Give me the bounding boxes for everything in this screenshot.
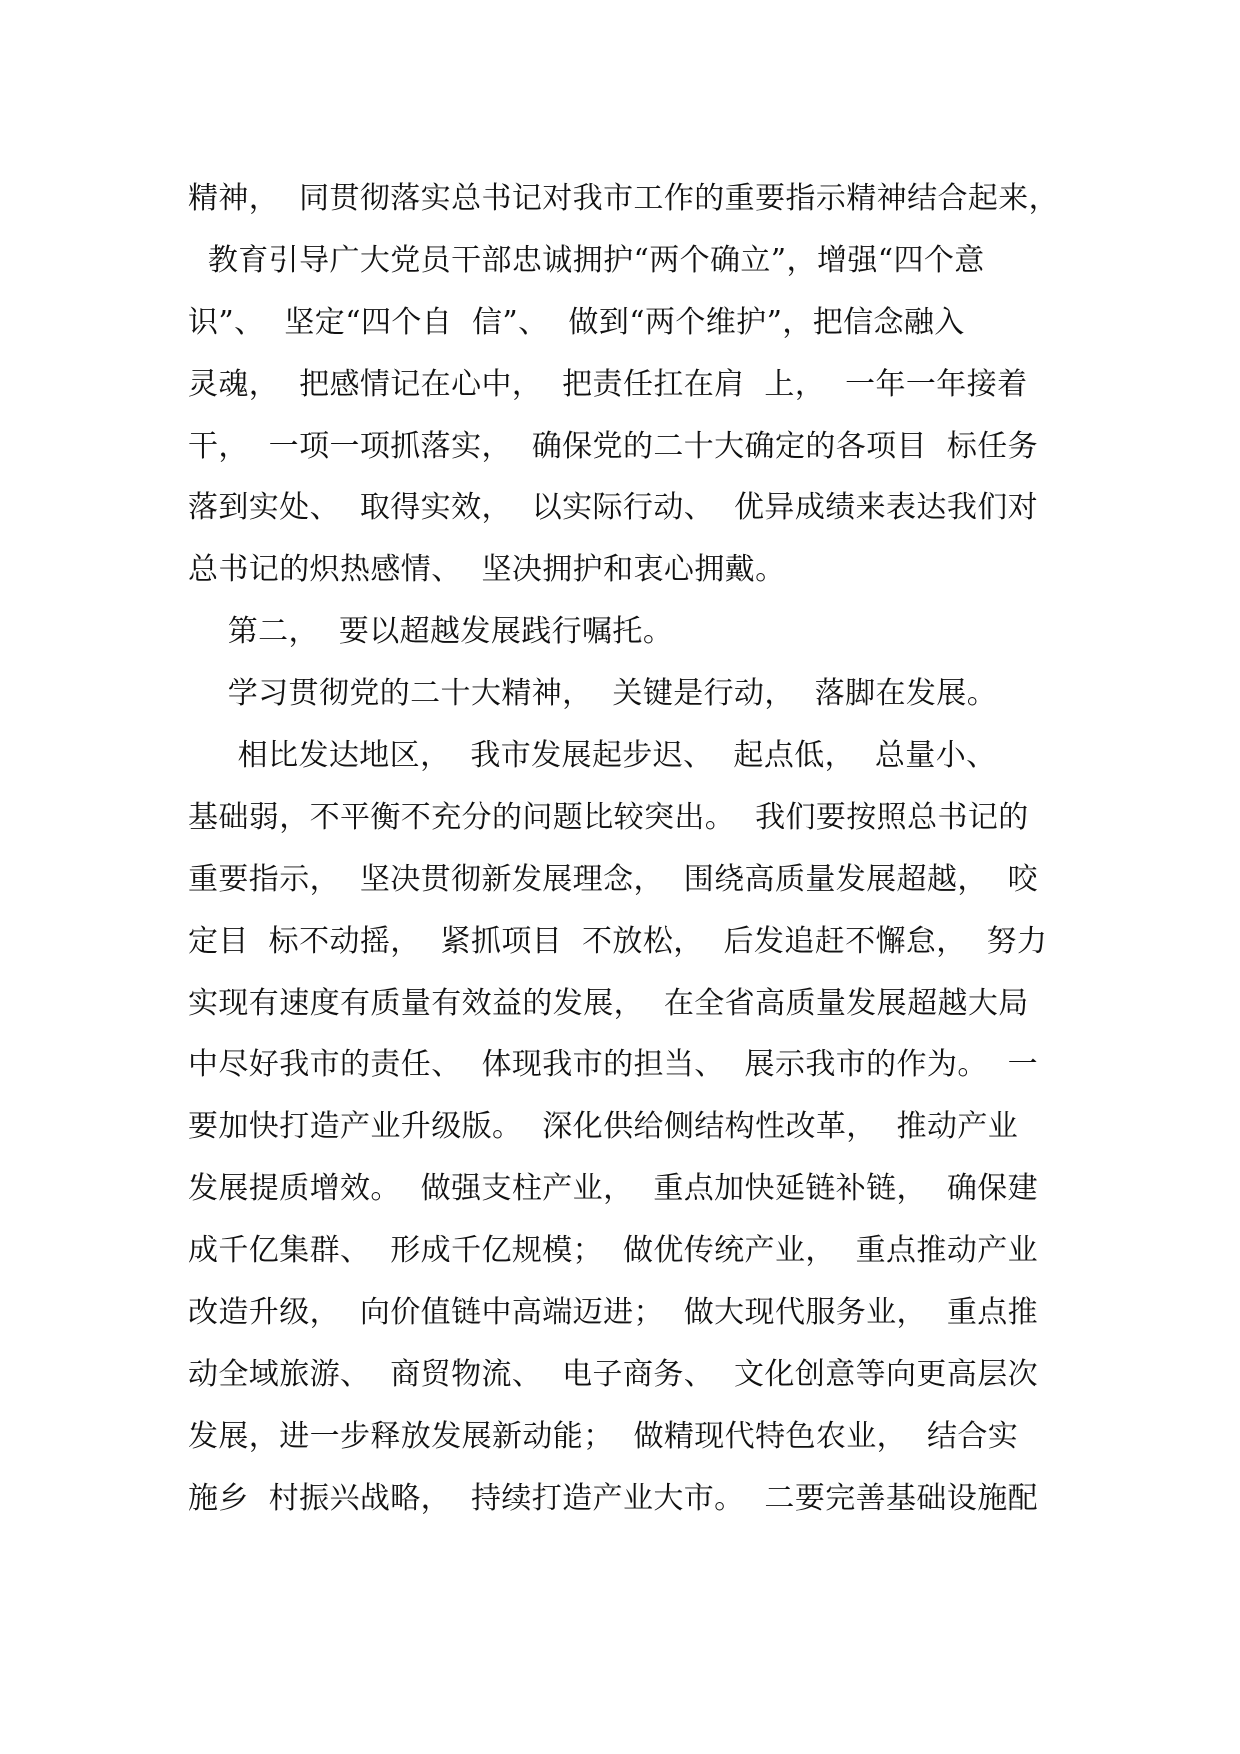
text-line: 改造升级， 向价值链中高端迈进； 做大现代服务业， 重点推 — [188, 1295, 1039, 1331]
text-line: 灵魂， 把感情记在心中， 把责任扛在肩 上， 一年一年接着 — [188, 366, 1028, 402]
text-line: 精神， 同贯彻落实总书记对我市工作的重要指示精神结合起来， — [188, 181, 1060, 216]
text-line: 干， 一项一项抓落实， 确保党的二十大确定的各项目 标任务 — [188, 428, 1039, 464]
text-line: 施乡 村振兴战略， 持续打造产业大市。 二要完善基础设施配 — [188, 1480, 1039, 1516]
text-line: 定目 标不动摇， 紧抓项目 不放松， 后发追赶不懈怠， 努力 — [188, 923, 1048, 959]
text-line: 落到实处、 取得实效， 以实际行动、 优异成绩来表达我们对 — [188, 490, 1039, 526]
text-line: 实现有速度有质量有效益的发展， 在全省高质量发展超越大局 — [188, 985, 1029, 1021]
text-line: 学习贯彻党的二十大精神， 关键是行动， 落脚在发展。 — [188, 676, 998, 712]
heading-line: 第二， 要以超越发展践行嘱托。 — [188, 614, 674, 650]
text-line: 重要指示， 坚决贯彻新发展理念， 围绕高质量发展超越， 咬 — [188, 861, 1039, 897]
text-line: 中尽好我市的责任、 体现我市的担当、 展示我市的作为。 一 — [188, 1047, 1039, 1083]
body-text — [188, 168, 1068, 1530]
text-line: 基础弱，不平衡不充分的问题比较突出。 我们要按照总书记的 — [188, 799, 1029, 835]
text-line: 成千亿集群、 形成千亿规模； 做优传统产业， 重点推动产业 — [188, 1233, 1039, 1269]
text-line: 相比发达地区， 我市发展起步迟、 起点低， 总量小、 — [188, 738, 997, 774]
text-line: 总书记的炽热感情、 坚决拥护和衷心拥戴。 — [188, 552, 786, 588]
text-line: 教育引导广大党员干部忠诚拥护“两个确立”，增强“四个意 — [188, 242, 985, 278]
text-line: 发展，进一步释放发展新动能； 做精现代特色农业， 结合实 — [188, 1418, 1019, 1454]
text-line: 动全域旅游、 商贸物流、 电子商务、 文化创意等向更高层次 — [188, 1356, 1039, 1392]
text-line: 发展提质增效。 做强支柱产业， 重点加快延链补链， 确保建 — [188, 1171, 1039, 1207]
text-line: 要加快打造产业升级版。 深化供给侧结构性改革， 推动产业 — [188, 1109, 1019, 1145]
text-line: 识”、 坚定“四个自 信”、 做到“两个维护”，把信念融入 — [188, 304, 965, 340]
